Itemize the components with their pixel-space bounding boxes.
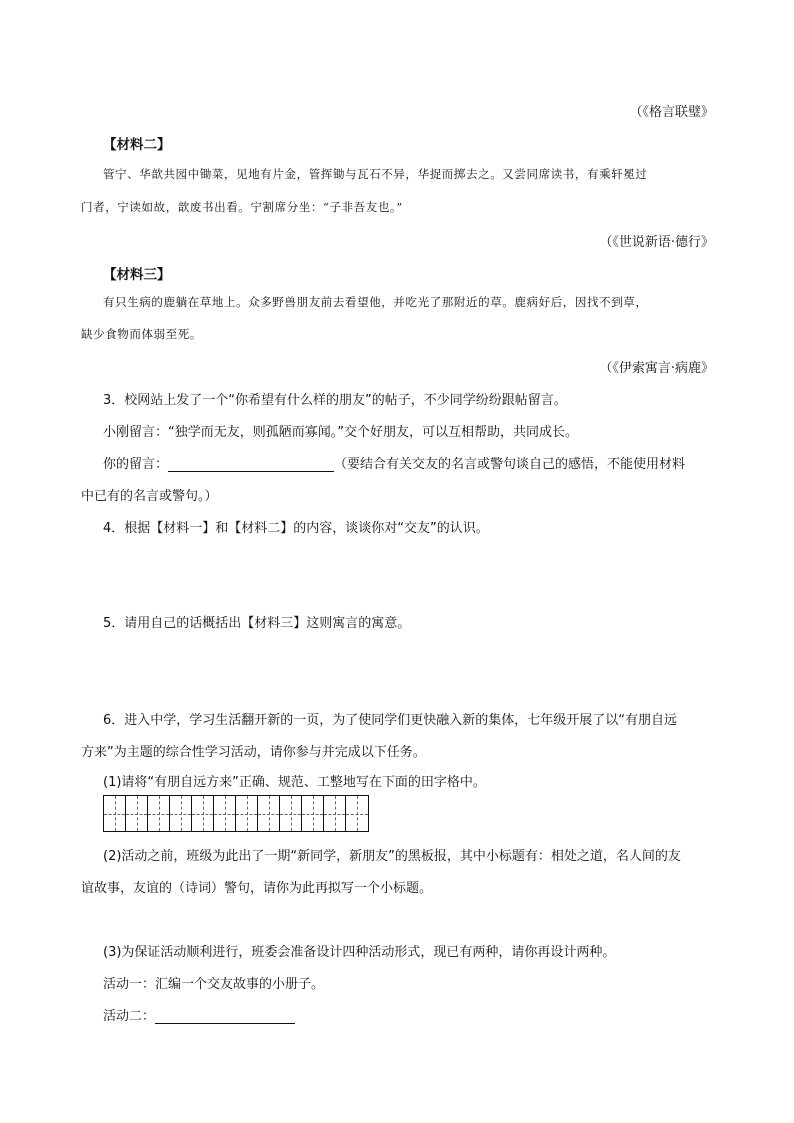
grid-cell[interactable] xyxy=(346,796,368,831)
grid-cell[interactable] xyxy=(126,796,148,831)
grid-cell[interactable] xyxy=(302,796,324,831)
material3-source: （《伊索寓言·病鹿》 xyxy=(599,361,714,376)
q6-sub2-line1: (2)活动之前，班级为此出了一期“新同学，新朋友”的黑板报，其中小标题有：相处之道，名人间的友 xyxy=(103,849,681,864)
material2-heading: 【材料二】 xyxy=(103,137,171,153)
q6-sub2-line2: 谊故事，友谊的（诗词）警句，请你为此再拟写一个小标题。 xyxy=(81,881,433,896)
q6-activity2 xyxy=(103,1005,794,1024)
grid-cell[interactable] xyxy=(280,796,302,831)
activity2-label: 活动二： xyxy=(103,1009,156,1024)
activity2-blank[interactable] xyxy=(155,1008,295,1024)
q6-line1: 6．进入中学，学习生活翻开新的一页，为了使同学们更快融入新的集体，七年级开展了以“有朋自远 xyxy=(103,713,678,728)
grid-cell[interactable] xyxy=(236,796,258,831)
grid-cell[interactable] xyxy=(104,796,126,831)
grid-cell[interactable] xyxy=(148,796,170,831)
grid-cell[interactable] xyxy=(214,796,236,831)
material3-text-line2: 缺少食物而体弱至死。 xyxy=(81,327,202,341)
tian-zi-grid[interactable] xyxy=(103,795,369,832)
q5-line1: 5．请用自己的话概括出【材料三】这则寓言的寓意。 xyxy=(103,616,411,631)
q6-line2: 方来”为主题的综合性学习活动，请你参与并完成以下任务。 xyxy=(81,745,426,760)
q3-answer-instruction: （要结合有关交友的名言或警句谈自己的感悟，不能使用材料 xyxy=(334,457,686,472)
material2-text-line2: 门者，宁读如故，歆废书出看。宁割席分坐：“子非吾友也。” xyxy=(81,200,403,214)
q6-sub3-line1: (3)为保证活动顺利进行，班委会准备设计四种活动形式，现已有两种，请你再设计两种。 xyxy=(103,945,616,960)
q6-activity1: 活动一：汇编一个交友故事的小册子。 xyxy=(103,977,325,992)
material3-text-line1: 有只生病的鹿躺在草地上。众多野兽朋友前去看望他，并吃光了那附近的草。鹿病好后，因找不到草， xyxy=(103,295,648,309)
q3-line4: 中已有的名言或警句。） xyxy=(81,489,218,504)
q6-sub1: (1)请将“有朋自远方来”正确、规范、工整地写在下面的田字格中。 xyxy=(103,775,486,790)
grid-cell[interactable] xyxy=(258,796,280,831)
q4-line1: 4．根据【材料一】和【材料二】的内容，谈谈你对“交友”的认识。 xyxy=(103,521,489,536)
material3-heading: 【材料三】 xyxy=(103,267,171,283)
material2-text-line1: 管宁、华歆共园中锄菜，见地有片金，管挥锄与瓦石不异，华捉而掷去之。又尝同席读书，有乘轩冕过 xyxy=(103,167,648,181)
grid-cell[interactable] xyxy=(324,796,346,831)
grid-cell[interactable] xyxy=(192,796,214,831)
grid-cell[interactable] xyxy=(170,796,192,831)
material1-source: （《格言联璧》 xyxy=(629,105,714,120)
q3-line1: 3．校网站上发了一个“你希望有什么样的朋友”的帖子，不少同学纷纷跟帖留言。 xyxy=(103,393,567,408)
q3-line2: 小刚留言：“独学而无友，则孤陋而寡闻。”交个好朋友，可以互相帮助，共同成长。 xyxy=(103,425,578,440)
q3-answer-blank[interactable] xyxy=(168,456,334,472)
q3-line3 xyxy=(103,453,794,472)
q3-answer-label: 你的留言： xyxy=(103,457,169,472)
material2-source: （《世说新语·德行》 xyxy=(599,235,714,250)
